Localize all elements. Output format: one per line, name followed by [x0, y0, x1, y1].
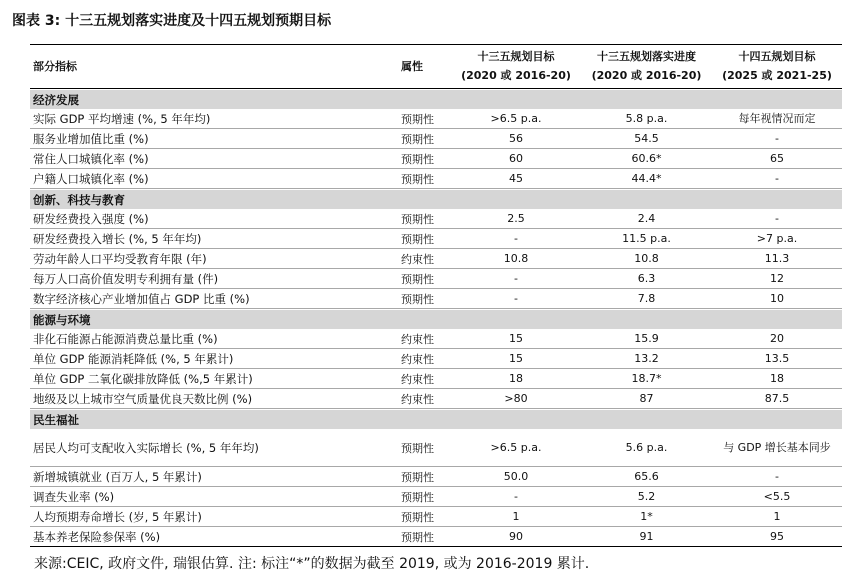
- indicator-cell: 每万人口高价值发明专利拥有量 (件): [33, 271, 219, 286]
- header-col2-line2: (2020 或 2016-20): [591, 69, 702, 82]
- target-13th-cell: 50.0: [503, 470, 529, 483]
- attribute-cell: 预期性: [401, 490, 434, 504]
- indicator-cell: 研发经费投入增长 (%, 5 年年均): [33, 231, 202, 246]
- header-col3-line1: 十四五规划目标: [738, 50, 816, 63]
- attribute-cell: 预期性: [401, 112, 434, 126]
- indicator-cell: 地级及以上城市空气质量优良天数比例 (%): [33, 391, 253, 406]
- attribute-cell: 预期性: [401, 292, 434, 306]
- target-14th-cell: 65: [770, 151, 784, 165]
- progress-13th-cell: 60.6*: [631, 152, 662, 165]
- header-indicator: 部分指标: [33, 60, 77, 73]
- table-row: [30, 429, 842, 467]
- target-13th-cell: 2.5: [507, 212, 525, 225]
- target-14th-cell: >7 p.a.: [756, 231, 798, 245]
- target-13th-cell: >80: [504, 392, 528, 405]
- target-14th-cell: 18: [770, 371, 784, 385]
- table-row: [30, 169, 842, 189]
- attribute-cell: 预期性: [401, 212, 434, 226]
- indicator-cell: 单位 GDP 二氧化碳排放降低 (%,5 年累计): [33, 371, 253, 386]
- header-col3-line2: (2025 或 2021-25): [722, 69, 832, 82]
- attribute-cell: 约束性: [401, 392, 434, 406]
- header-col2-line1: 十三五规划落实进度: [597, 50, 696, 63]
- target-14th-cell: 11.3: [764, 251, 790, 265]
- target-13th-cell: 10.8: [503, 252, 529, 265]
- target-13th-cell: 15: [509, 352, 523, 365]
- progress-13th-cell: 18.7*: [631, 372, 662, 385]
- target-14th-cell: -: [775, 211, 779, 225]
- progress-13th-cell: 5.2: [637, 490, 656, 503]
- indicator-cell: 劳动年龄人口平均受教育年限 (年): [33, 251, 207, 266]
- indicator-cell: 居民人均可支配收入实际增长 (%, 5 年年均): [33, 440, 259, 455]
- section-header: [30, 90, 842, 109]
- progress-13th-cell: 2.4: [637, 212, 656, 225]
- target-13th-cell: -: [514, 292, 518, 305]
- table-row: [30, 329, 842, 349]
- table-row: [30, 369, 842, 389]
- indicator-cell: 调查失业率 (%): [33, 489, 115, 504]
- target-14th-cell: 1: [773, 509, 781, 523]
- indicator-cell: 实际 GDP 平均增速 (%, 5 年年均): [33, 111, 211, 126]
- attribute-cell: 预期性: [401, 172, 434, 186]
- attribute-cell: 预期性: [401, 510, 434, 524]
- target-13th-cell: >6.5 p.a.: [490, 112, 542, 125]
- target-13th-cell: 56: [509, 132, 523, 145]
- indicator-cell: 常住人口城镇化率 (%): [33, 151, 149, 166]
- indicator-cell: 研发经费投入强度 (%): [33, 211, 149, 226]
- target-13th-cell: -: [514, 232, 518, 245]
- target-13th-cell: 1: [512, 510, 520, 523]
- attribute-cell: 预期性: [401, 132, 434, 146]
- indicator-cell: 基本养老保险参保率 (%): [33, 529, 161, 544]
- progress-13th-cell: 13.2: [634, 352, 659, 365]
- header-top-rule: [30, 44, 842, 45]
- indicator-cell: 数字经济核心产业增加值占 GDP 比重 (%): [33, 291, 250, 306]
- target-14th-cell: -: [775, 131, 779, 145]
- progress-13th-cell: 6.3: [637, 272, 656, 285]
- attribute-cell: 约束性: [401, 352, 434, 366]
- target-13th-cell: 60: [509, 152, 523, 165]
- target-13th-cell: -: [514, 490, 518, 503]
- progress-13th-cell: 11.5 p.a.: [622, 232, 671, 245]
- attribute-cell: 约束性: [401, 372, 434, 386]
- target-14th-cell: 12: [770, 271, 784, 285]
- progress-13th-cell: 91: [639, 530, 654, 543]
- target-13th-cell: -: [514, 272, 518, 285]
- header-col1-line2: (2020 或 2016-20): [461, 69, 571, 82]
- attribute-cell: 约束性: [401, 252, 434, 266]
- target-14th-cell: 与 GDP 增长基本同步: [723, 440, 831, 454]
- header-attribute: 属性: [401, 60, 423, 73]
- progress-13th-cell: 1*: [640, 510, 653, 523]
- progress-13th-cell: 54.5: [634, 132, 659, 145]
- section-title: 民生福祉: [33, 413, 79, 427]
- section-header: [30, 190, 842, 209]
- indicator-cell: 非化石能源占能源消费总量比重 (%): [33, 331, 218, 346]
- target-14th-cell: <5.5: [763, 489, 791, 503]
- target-14th-cell: 每年视情况而定: [738, 111, 816, 125]
- attribute-cell: 预期性: [401, 272, 434, 286]
- target-14th-cell: -: [775, 469, 779, 483]
- table-row: [30, 289, 842, 309]
- progress-13th-cell: 44.4*: [631, 172, 662, 185]
- section-header: [30, 310, 842, 329]
- table-row: [30, 209, 842, 229]
- attribute-cell: 预期性: [401, 152, 434, 166]
- target-13th-cell: >6.5 p.a.: [490, 441, 542, 454]
- table-row: [30, 109, 842, 129]
- target-13th-cell: 18: [509, 372, 523, 385]
- table-row: [30, 467, 842, 487]
- header-col1-line1: 十三五规划目标: [477, 50, 555, 63]
- target-14th-cell: -: [775, 171, 779, 185]
- target-14th-cell: 95: [770, 529, 784, 543]
- indicator-cell: 单位 GDP 能源消耗降低 (%, 5 年累计): [33, 351, 234, 366]
- section-title: 经济发展: [33, 93, 79, 107]
- progress-13th-cell: 65.6: [634, 470, 659, 483]
- target-13th-cell: 15: [509, 332, 523, 345]
- indicator-cell: 新增城镇就业 (百万人, 5 年累计): [33, 469, 202, 484]
- table-row: [30, 129, 842, 149]
- attribute-cell: 预期性: [401, 530, 434, 544]
- indicator-cell: 人均预期寿命增长 (岁, 5 年累计): [33, 509, 202, 524]
- header-bottom-rule: [30, 88, 842, 89]
- target-13th-cell: 90: [509, 530, 523, 543]
- progress-13th-cell: 5.8 p.a.: [625, 112, 668, 125]
- attribute-cell: 预期性: [401, 232, 434, 246]
- target-14th-cell: 13.5: [764, 351, 790, 365]
- indicator-cell: 户籍人口城镇化率 (%): [33, 171, 149, 186]
- target-13th-cell: 45: [509, 172, 523, 185]
- section-title: 能源与环境: [33, 313, 91, 327]
- progress-13th-cell: 15.9: [634, 332, 659, 345]
- indicator-cell: 服务业增加值比重 (%): [33, 131, 149, 146]
- table-row: [30, 249, 842, 269]
- target-14th-cell: 20: [770, 331, 784, 345]
- attribute-cell: 预期性: [401, 441, 434, 455]
- table-row: [30, 487, 842, 507]
- table-row: [30, 149, 842, 169]
- section-header: [30, 410, 842, 429]
- source-footnote: 来源:CEIC, 政府文件, 瑞银估算. 注: 标注“*”的数据为截至 2019, 或为 2016-2019 累计.: [34, 556, 590, 572]
- table-row: [30, 389, 842, 409]
- table-row: [30, 269, 842, 289]
- table-row: [30, 349, 842, 369]
- attribute-cell: 约束性: [401, 332, 434, 346]
- section-title: 创新、科技与教育: [33, 193, 125, 207]
- table-row: [30, 229, 842, 249]
- table-title: 图表 3: 十三五规划落实进度及十四五规划预期目标: [12, 13, 332, 29]
- progress-13th-cell: 87: [639, 392, 654, 405]
- table-row: [30, 507, 842, 527]
- progress-13th-cell: 10.8: [634, 252, 659, 265]
- attribute-cell: 预期性: [401, 470, 434, 484]
- table-row: [30, 527, 842, 547]
- target-14th-cell: 87.5: [764, 391, 790, 405]
- progress-13th-cell: 7.8: [637, 292, 656, 305]
- progress-13th-cell: 5.6 p.a.: [625, 441, 668, 454]
- target-14th-cell: 10: [770, 291, 784, 305]
